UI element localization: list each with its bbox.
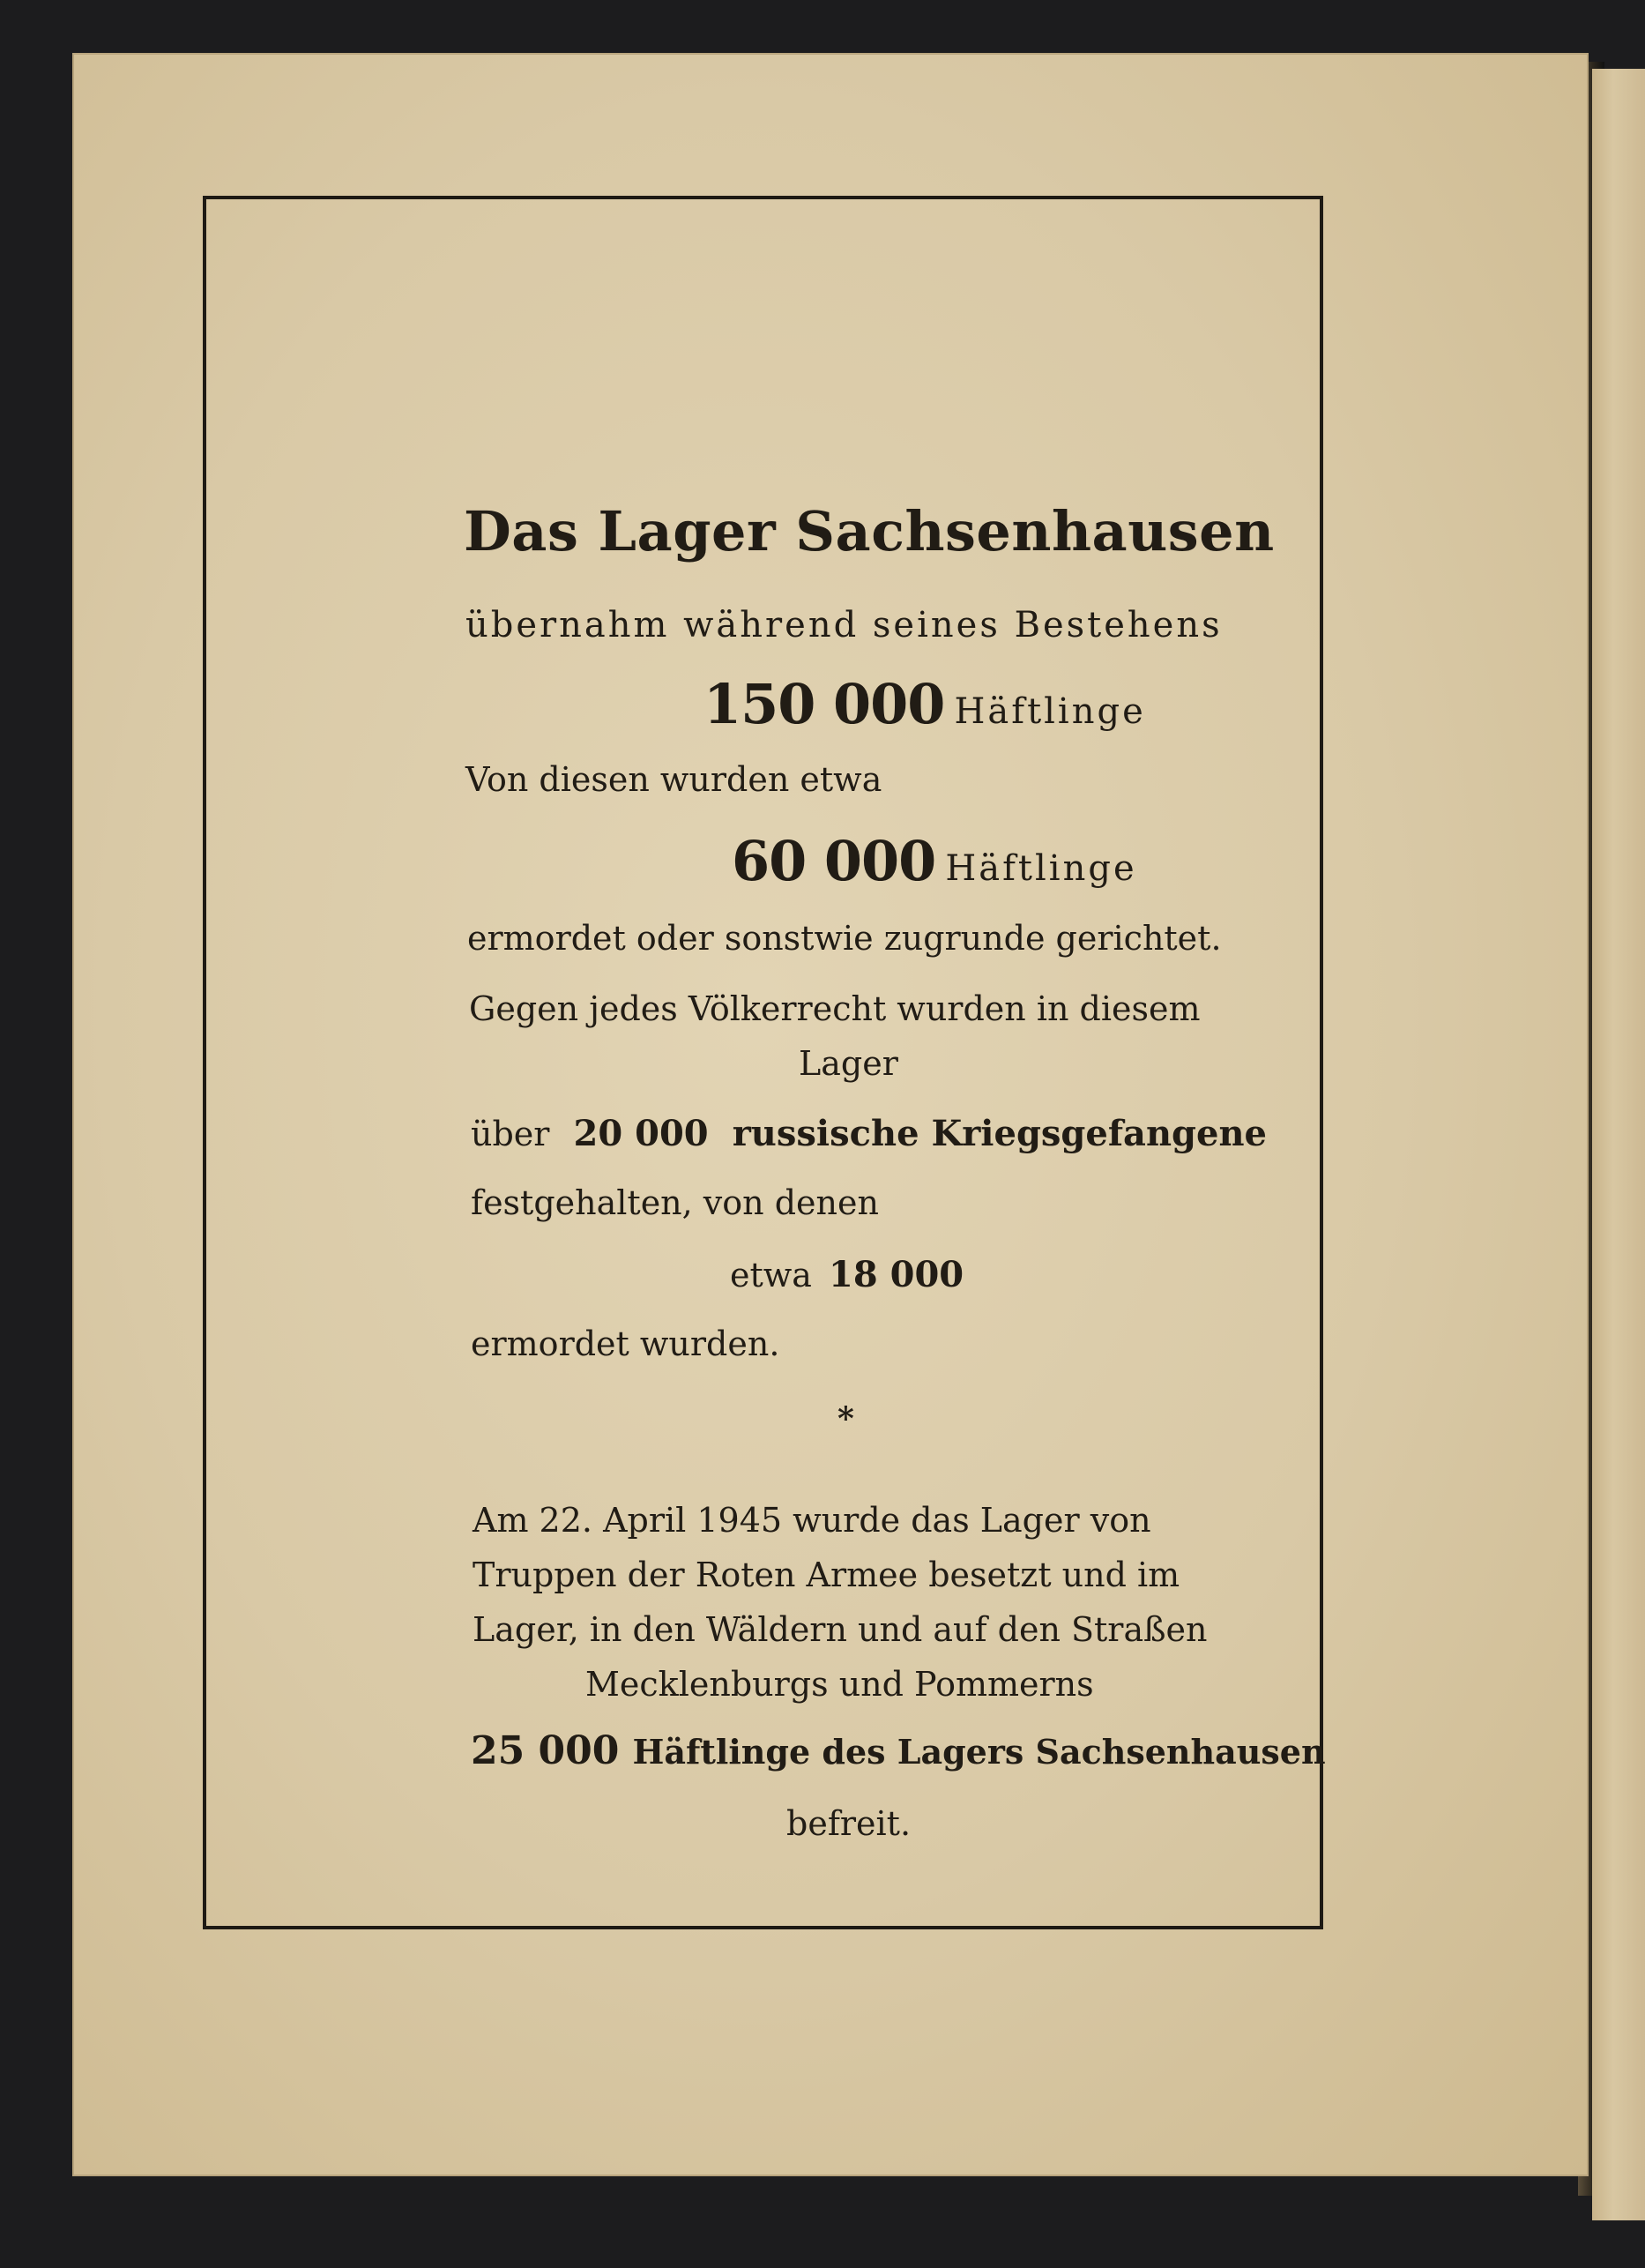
adjacent-page-edge	[1592, 69, 1645, 2220]
text-line: Mecklenburgs und Pommerns	[585, 1665, 1094, 1704]
section-separator: *	[837, 1400, 854, 1437]
freed-number: 25 000	[471, 1728, 620, 1773]
pow-number: 20 000	[573, 1113, 709, 1154]
prisoner-count-line	[703, 672, 1146, 736]
pow-prefix: über	[471, 1115, 550, 1153]
murdered-count-unit: Häftlinge	[945, 848, 1137, 889]
pow-murdered-prefix: etwa	[730, 1256, 812, 1294]
text-line: Von diesen wurden etwa	[465, 760, 882, 799]
pow-murdered-line	[730, 1254, 964, 1295]
pow-murdered-number: 18 000	[829, 1254, 964, 1295]
freed-line	[471, 1728, 1326, 1773]
text-line: Lager	[799, 1044, 898, 1083]
text-line: Am 22. April 1945 wurde das Lager von	[473, 1501, 1151, 1540]
murdered-count-line	[732, 829, 1137, 893]
text-line: ermordet oder sonstwie zugrunde gerichtet.	[467, 919, 1222, 958]
text-line: Truppen der Roten Armee besetzt und im	[473, 1556, 1180, 1594]
intro-line: übernahm während seines Bestehens	[465, 605, 1223, 645]
freed-text: Häftlinge des Lagers Sachsenhausen	[632, 1732, 1326, 1772]
prisoner-count-unit: Häftlinge	[954, 691, 1146, 732]
text-line: festgehalten, von denen	[471, 1183, 879, 1222]
text-line: ermordet wurden.	[471, 1324, 780, 1363]
page-title: Das Lager Sachsenhausen	[464, 499, 1275, 563]
pow-text: russische Kriegsgefangene	[732, 1113, 1268, 1154]
pow-line	[471, 1113, 1267, 1154]
text-line: Lager, in den Wäldern und auf den Straßen	[473, 1610, 1208, 1649]
closing-line: befreit.	[786, 1804, 912, 1843]
text-line: Gegen jedes Völkerrecht wurden in diesem	[469, 989, 1201, 1028]
murdered-count-number: 60 000	[732, 829, 936, 893]
prisoner-count-number: 150 000	[703, 672, 945, 736]
